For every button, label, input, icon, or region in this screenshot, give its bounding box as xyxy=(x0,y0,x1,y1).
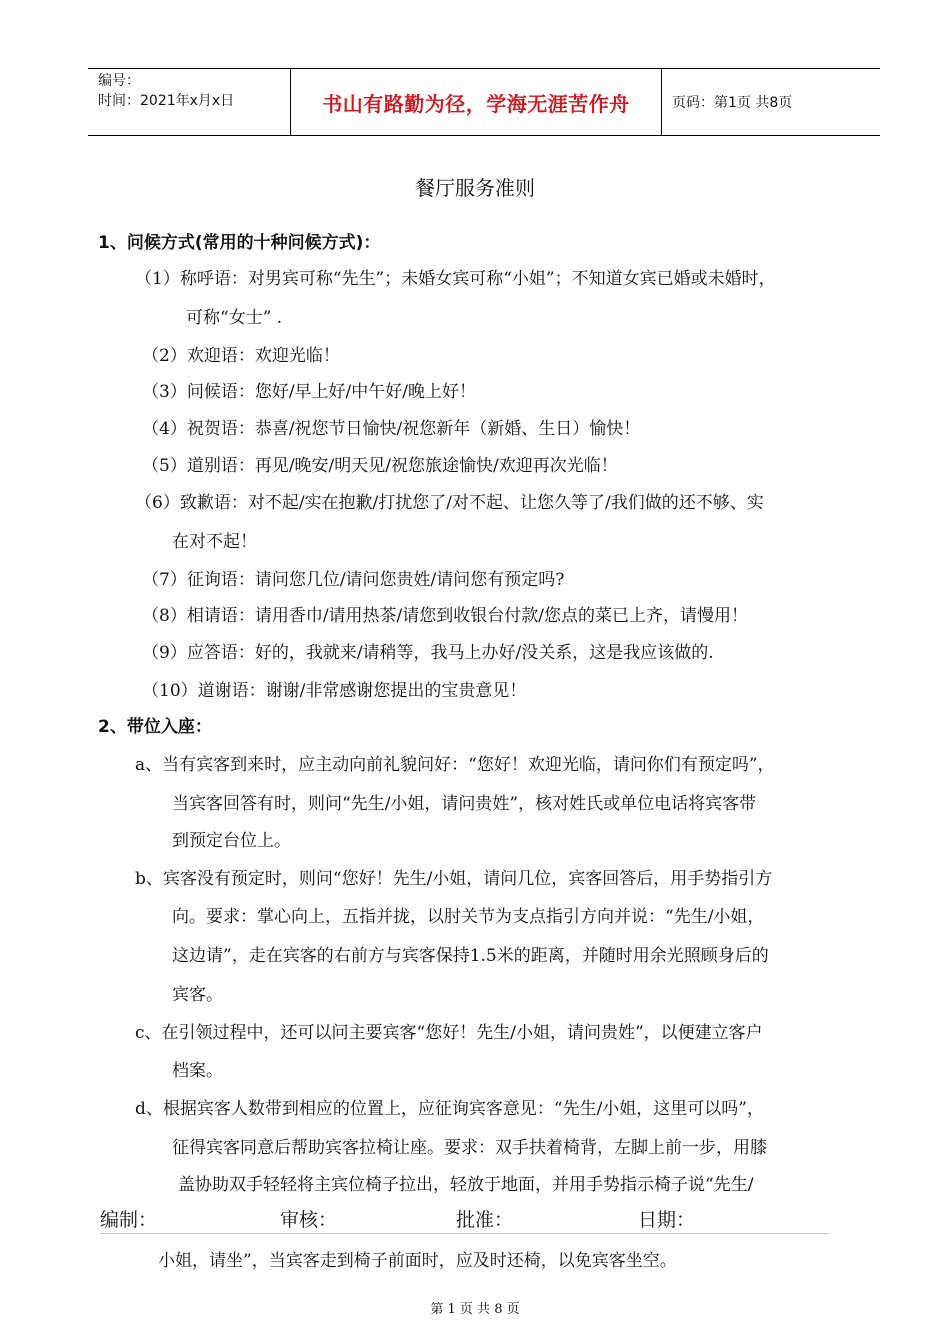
signoff-reviewer: 审核： xyxy=(280,1209,338,1231)
signoff-row xyxy=(100,1205,830,1234)
paragraph-line: 征得宾客同意后帮助宾客拉椅让座。要求：双手扶着椅背，左脚上前一步，用膝 xyxy=(172,1138,767,1158)
doc-date: 时间：2021年x月x日 xyxy=(98,93,235,109)
paragraph-line: 向。要求：掌心向上，五指并拢，以肘关节为支点指引方向并说：“先生/小姐， xyxy=(172,907,765,927)
paragraph-line: 盖协助双手轻轻将主宾位椅子拉出，轻放于地面，并用手势指示椅子说“先生/ xyxy=(178,1175,754,1195)
paragraph-line: （9）应答语：好的，我就来/请稍等，我马上办好/没关系，这是我应该做的. xyxy=(142,643,714,663)
header-motto-cell xyxy=(290,69,662,135)
paragraph-line: 档案。 xyxy=(172,1061,223,1081)
doc-number: 编号： xyxy=(98,73,140,89)
paragraph-line: a、当有宾客到来时，应主动向前礼貌问好：“您好！欢迎光临，请问你们有预定吗”， xyxy=(135,755,775,775)
paragraph-line: （1）称呼语：对男宾可称“先生”；未婚女宾可称“小姐”；不知道女宾已婚或未婚时， xyxy=(135,269,776,289)
paragraph-line: 小姐，请坐”，当宾客走到椅子前面时，应及时还椅，以免宾客坐空。 xyxy=(158,1251,677,1271)
paragraph-line: 在对不起！ xyxy=(172,532,257,552)
paragraph-line: （3）问候语：您好/早上好/中午好/晚上好！ xyxy=(142,382,476,402)
paragraph-line: 这边请”，走在宾客的右前方与宾客保持1.5米的距离，并随时用余光照顾身后的 xyxy=(172,946,769,966)
paragraph-line: 当宾客回答有时，则问“先生/小姐，请问贵姓”，核对姓氏或单位电话将宾客带 xyxy=(172,794,757,814)
paragraph-line: （7）征询语：请问您几位/请问您贵姓/请问您有预定吗? xyxy=(142,570,565,590)
signoff-editor: 编制： xyxy=(100,1209,158,1231)
paragraph-line: c、在引领过程中，还可以问主要宾客“您好！先生/小姐，请问贵姓”，以便建立客户 xyxy=(135,1023,763,1043)
section-heading: 1、问候方式(常用的十种问候方式)： xyxy=(98,233,381,253)
paragraph-line: d、根据宾客人数带到相应的位置上，应征询宾客意见：“先生/小姐，这里可以吗”， xyxy=(135,1099,764,1119)
paragraph-line: （6）致歉语：对不起/实在抱歉/打扰您了/对不起、让您久等了/我们做的还不够、实 xyxy=(135,493,764,513)
paragraph-line: 到预定台位上。 xyxy=(172,831,291,851)
paragraph-line: （2）欢迎语：欢迎光临！ xyxy=(142,346,340,366)
paragraph-line: b、宾客没有预定时，则问“您好！先生/小姐，请问几位，宾客回答后，用手势指引方 xyxy=(135,869,773,889)
page-number: 第 1 页 共 8 页 xyxy=(430,1302,520,1317)
header-motto: 书山有路勤为径，学海无涯苦作舟 xyxy=(322,91,630,116)
section-heading: 2、带位入座： xyxy=(98,717,212,737)
signoff-date: 日期： xyxy=(638,1209,696,1231)
header-meta xyxy=(88,69,290,135)
signoff-approver: 批准： xyxy=(456,1209,514,1231)
paragraph-line: （5）道别语：再见/晚安/明天见/祝您旅途愉快/欢迎再次光临！ xyxy=(142,456,618,476)
document-title: 餐厅服务准则 xyxy=(415,176,535,200)
header-page-info: 页码：第1页 共8页 xyxy=(672,95,793,111)
paragraph-line: （4）祝贺语：恭喜/祝您节日愉快/祝您新年（新婚、生日）愉快！ xyxy=(142,419,641,439)
paragraph-line: 可称“女士” . xyxy=(186,308,283,328)
paragraph-line: 宾客。 xyxy=(172,985,223,1005)
paragraph-line: （10）道谢语：谢谢/非常感谢您提出的宝贵意见！ xyxy=(142,681,527,701)
paragraph-line: （8）相请语：请用香巾/请用热茶/请您到收银台付款/您点的菜已上齐，请慢用！ xyxy=(142,606,748,626)
header-table xyxy=(88,68,880,136)
